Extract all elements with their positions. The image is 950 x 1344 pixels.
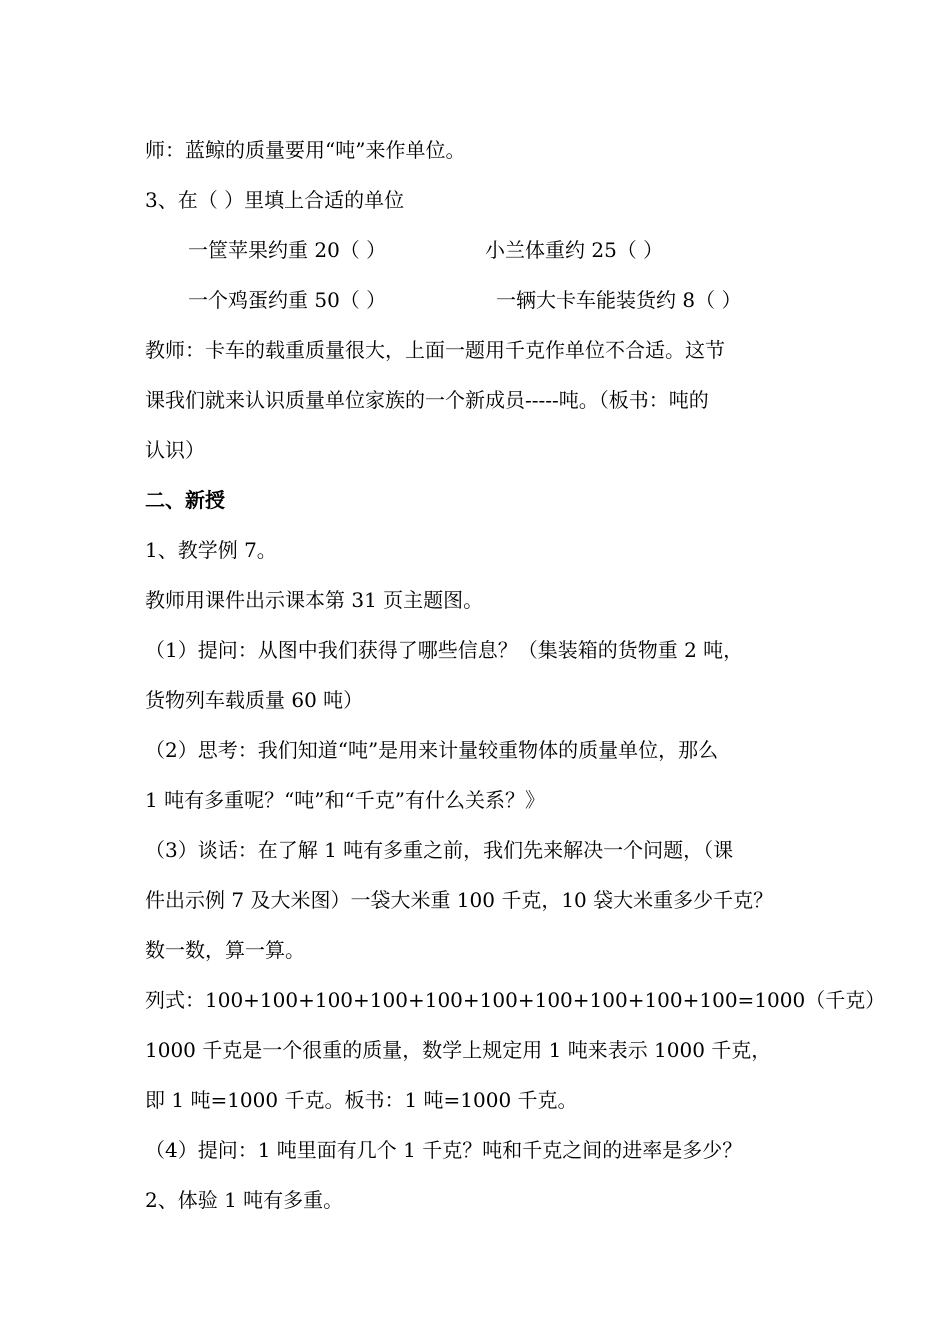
paragraph-line: 数一数，算一算。 bbox=[145, 938, 305, 962]
paragraph-line: 认识） bbox=[145, 438, 205, 462]
paragraph-line: 课我们就来认识质量单位家族的一个新成员-----吨。（板书：吨的 bbox=[145, 388, 709, 412]
paragraph-line: 即 1 吨=1000 千克。板书：1 吨=1000 千克。 bbox=[145, 1088, 578, 1112]
paragraph-line: 教师用课件出示课本第 31 页主题图。 bbox=[145, 588, 484, 612]
teacher-line-blue-whale: 师：蓝鲸的质量要用“吨”来作单位。 bbox=[145, 138, 466, 162]
paragraph-line: 教师：卡车的载重质量很大，上面一题用千克作单位不合适。这节 bbox=[145, 338, 725, 362]
exercise-item-egg: 一个鸡蛋约重 50（ ） bbox=[188, 288, 387, 312]
paragraph-line: 列式：100+100+100+100+100+100+100+100+100+100=1000（千克） bbox=[145, 988, 886, 1012]
section-heading-new-lesson: 二、新授 bbox=[145, 488, 225, 512]
paragraph-line: 件出示例 7 及大米图）一袋大米重 100 千克，10 袋大米重多少千克？ bbox=[145, 888, 774, 912]
paragraph-line: 1 吨有多重呢？“吨”和“千克”有什么关系？》 bbox=[145, 788, 545, 812]
exercise-item-truck: 一辆大卡车能装货约 8（ ） bbox=[496, 288, 742, 312]
exercise-item-apples: 一筐苹果约重 20（ ） bbox=[188, 238, 387, 262]
paragraph-line: （4）提问：1 吨里面有几个 1 千克？吨和千克之间的进率是多少？ bbox=[145, 1138, 743, 1162]
paragraph-line: 1000 千克是一个很重的质量，数学上规定用 1 吨来表示 1000 千克， bbox=[145, 1038, 772, 1062]
paragraph-line: 1、教学例 7。 bbox=[145, 538, 277, 562]
paragraph-line: （2）思考：我们知道“吨”是用来计量较重物体的质量单位，那么 bbox=[145, 738, 719, 762]
exercise-3-title: 3、在（ ）里填上合适的单位 bbox=[145, 188, 405, 212]
exercise-item-xiaolan: 小兰体重约 25（ ） bbox=[485, 238, 664, 262]
paragraph-line: （1）提问：从图中我们获得了哪些信息？（集装箱的货物重 2 吨， bbox=[145, 638, 744, 662]
paragraph-line: （3）谈话：在了解 1 吨有多重之前，我们先来解决一个问题，（课 bbox=[145, 838, 734, 862]
paragraph-line: 2、体验 1 吨有多重。 bbox=[145, 1188, 344, 1212]
paragraph-line: 货物列车载质量 60 吨） bbox=[145, 688, 364, 712]
